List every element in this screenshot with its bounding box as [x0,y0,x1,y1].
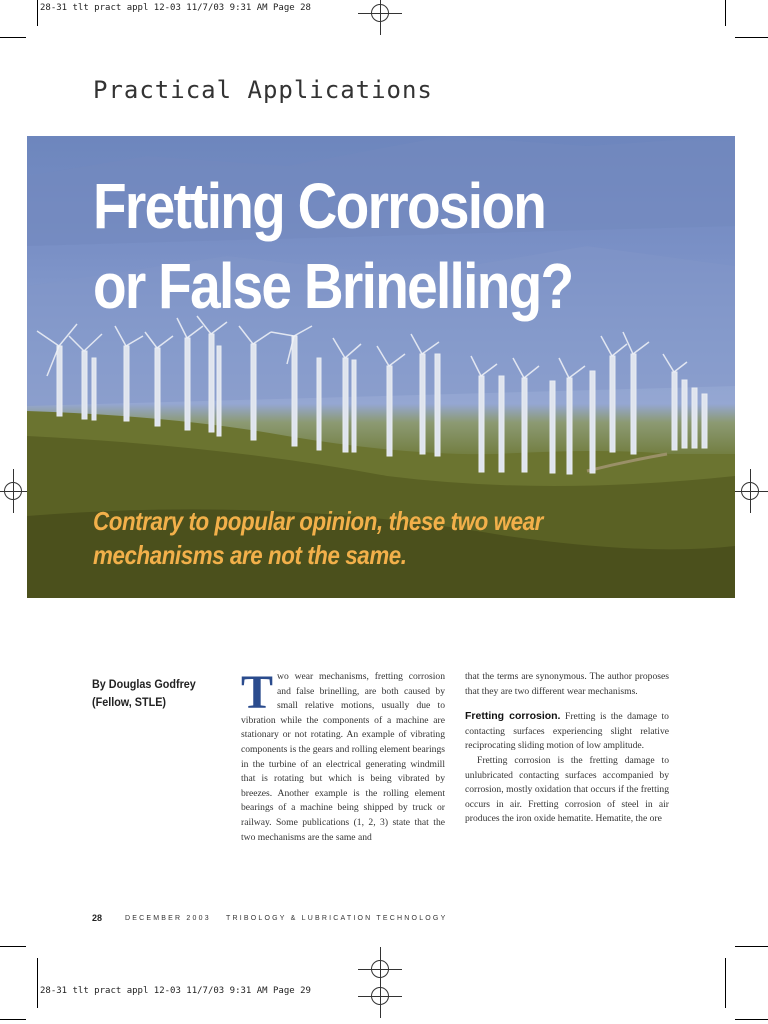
print-slug-bottom: 28-31 tlt pract appl 12-03 11/7/03 9:31 AM Page 29 [40,986,311,996]
registration-mark [4,482,22,500]
drop-cap: T [241,666,274,719]
body-paragraph: Fretting corrosion is the fretting damage to unlubricated contacting surfaces accompanied by corrosion, mostly oxidation that occurs if the fretting occurs in air. Fretting corrosion of steel in air produces the iron oxide hematite. Hematite, the ore [465,754,669,825]
headline-line-1: Fretting Corrosion [93,170,546,242]
page-number: 28 [92,913,103,923]
crop-mark [725,958,726,1008]
issue-date: DECEMBER 2003 [125,915,211,922]
registration-mark [741,482,759,500]
body-paragraph: wo wear mechanisms, fretting corrosion and false brinelling, are both caused by small relative motions, usually due to vibration while the components of a machine are stationary or not rotating. An example of vibrating components is the gears and rolling element bearings in the turbine of an electrical generating windmill that is rotating but which is being vibrated by breezes. Another example is the rolling element bearings of a machine being shipped by truck or railway. Some publications (1, 2, 3) state that the two mechanisms are the same and [241,671,445,843]
section-label: Practical Applications [93,76,433,104]
body-paragraph: that the terms are synonymous. The author proposes that they are two different wear mechanisms. [465,671,669,697]
headline-line-2: or False Brinelling? [93,250,573,322]
deck-line-1: Contrary to popular opinion, these two wear [93,506,543,536]
byline [92,675,196,711]
body-column-2 [465,670,669,827]
crop-mark [37,0,38,26]
publication-name: TRIBOLOGY & LUBRICATION TECHNOLOGY [226,915,448,922]
author-affiliation: (Fellow, STLE) [92,695,166,709]
deck-subtitle [93,504,543,572]
body-column-1 [241,666,445,845]
body-text: Fretting is the damage to contacting surfaces experiencing slight relative reciprocating sliding motion of low amplitude. [465,711,669,752]
section-subhead: Fretting corrosion. [465,710,561,723]
headline [93,166,572,326]
hero-photo [27,136,735,598]
crop-mark [735,1019,768,1020]
registration-mark [371,987,389,1005]
author-name: By Douglas Godfrey [92,677,196,691]
crop-mark [735,37,768,38]
crop-mark [0,1019,26,1020]
registration-mark [371,4,389,22]
body-paragraph [465,709,669,754]
crop-mark [0,946,26,947]
print-slug-top: 28-31 tlt pract appl 12-03 11/7/03 9:31 AM Page 28 [40,3,311,13]
crop-mark [725,0,726,26]
crop-mark [735,946,768,947]
crop-mark [37,958,38,1008]
crop-mark [0,37,26,38]
deck-line-2: mechanisms are not the same. [93,540,407,570]
